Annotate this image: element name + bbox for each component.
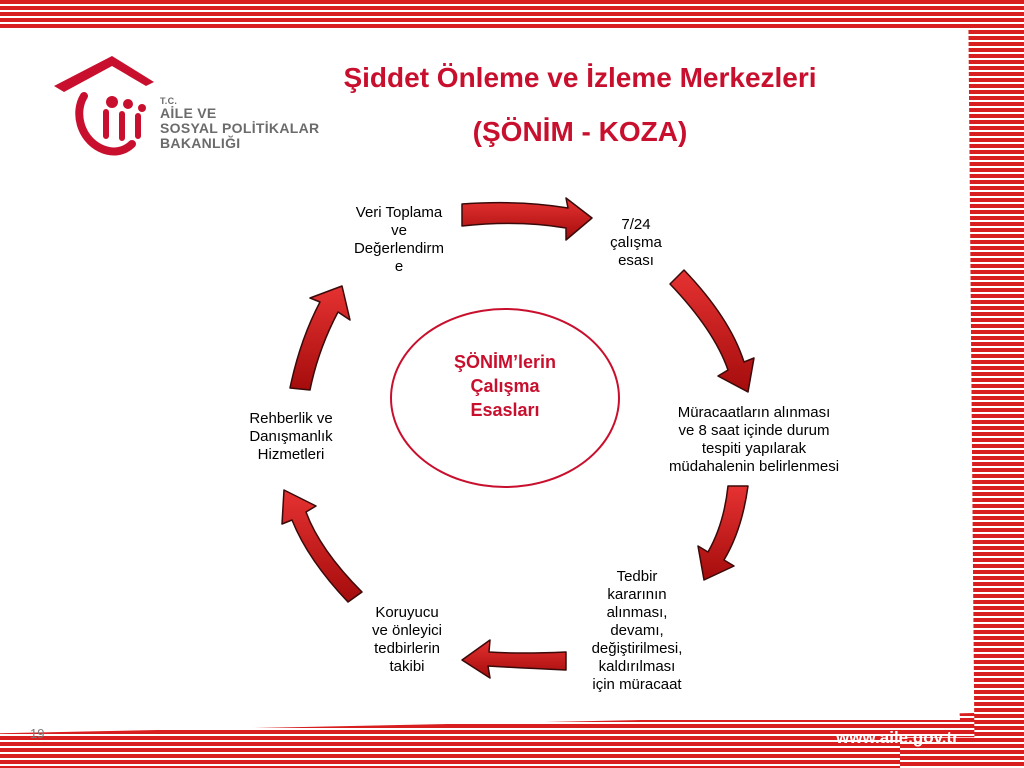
node-line: için müracaat (592, 676, 682, 693)
node-line: ve (391, 222, 407, 239)
center-label (420, 350, 590, 422)
node-koruyucu (350, 604, 464, 676)
node-line: Danışmanlık (249, 428, 333, 445)
node-line: Tedbir (616, 568, 658, 585)
logo-line-1: AİLE VE (160, 105, 217, 121)
node-line: değiştirilmesi, (591, 640, 683, 657)
node-line: ve 8 saat içinde durum (678, 422, 830, 439)
node-line: Hizmetleri (257, 446, 325, 463)
slide-subtitle: (ŞÖNİM - KOZA) (472, 116, 688, 147)
arrow-lower-left-icon (282, 490, 362, 602)
node-line: e (394, 258, 404, 275)
slide-title: Şiddet Önleme ve İzleme Merkezleri (343, 62, 817, 93)
node-line: Müracaatların alınması (677, 404, 831, 421)
node-line: Rehberlik ve (249, 410, 333, 427)
node-line: ve önleyici (371, 622, 443, 639)
node-muracaat (634, 404, 874, 476)
node-veri-toplama (330, 204, 468, 276)
node-line: kararının (607, 586, 667, 603)
arrow-top-icon (462, 198, 592, 240)
node-line: Koruyucu (375, 604, 439, 621)
node-7-24 (586, 216, 686, 270)
arrow-bottom-icon (462, 640, 566, 678)
website-url[interactable]: www.aile.gov.tr (836, 728, 959, 747)
node-line: devamı, (610, 622, 664, 639)
node-line: Değerlendirm (353, 240, 445, 257)
logo-line-2: SOSYAL POLİTİKALAR (160, 120, 320, 136)
logo-line-3: BAKANLIĞI (160, 135, 241, 151)
node-line: Veri Toplama (355, 204, 443, 221)
node-tedbir (570, 568, 704, 694)
node-line: müdahalenin belirlenmesi (668, 458, 840, 475)
node-rehberlik (226, 410, 356, 464)
logo-tc: T.C. (160, 96, 178, 106)
arrow-lower-right-icon (698, 486, 748, 580)
node-line: takibi (389, 658, 425, 675)
arrow-upper-right-icon (670, 270, 754, 392)
node-line: esası (618, 252, 654, 269)
center-line-1: ŞÖNİM’lerin (453, 352, 556, 372)
center-line-3: Esasları (470, 400, 540, 420)
node-line: alınması, (606, 604, 668, 621)
node-line: tedbirlerin (374, 640, 440, 657)
page-number: 19 (30, 726, 45, 741)
arrow-upper-left-icon (290, 286, 350, 390)
node-line: çalışma (610, 234, 662, 251)
center-line-2: Çalışma (470, 376, 540, 396)
node-line: 7/24 (621, 216, 651, 233)
node-line: kaldırılması (598, 658, 676, 675)
node-line: tespiti yapılarak (701, 440, 807, 457)
